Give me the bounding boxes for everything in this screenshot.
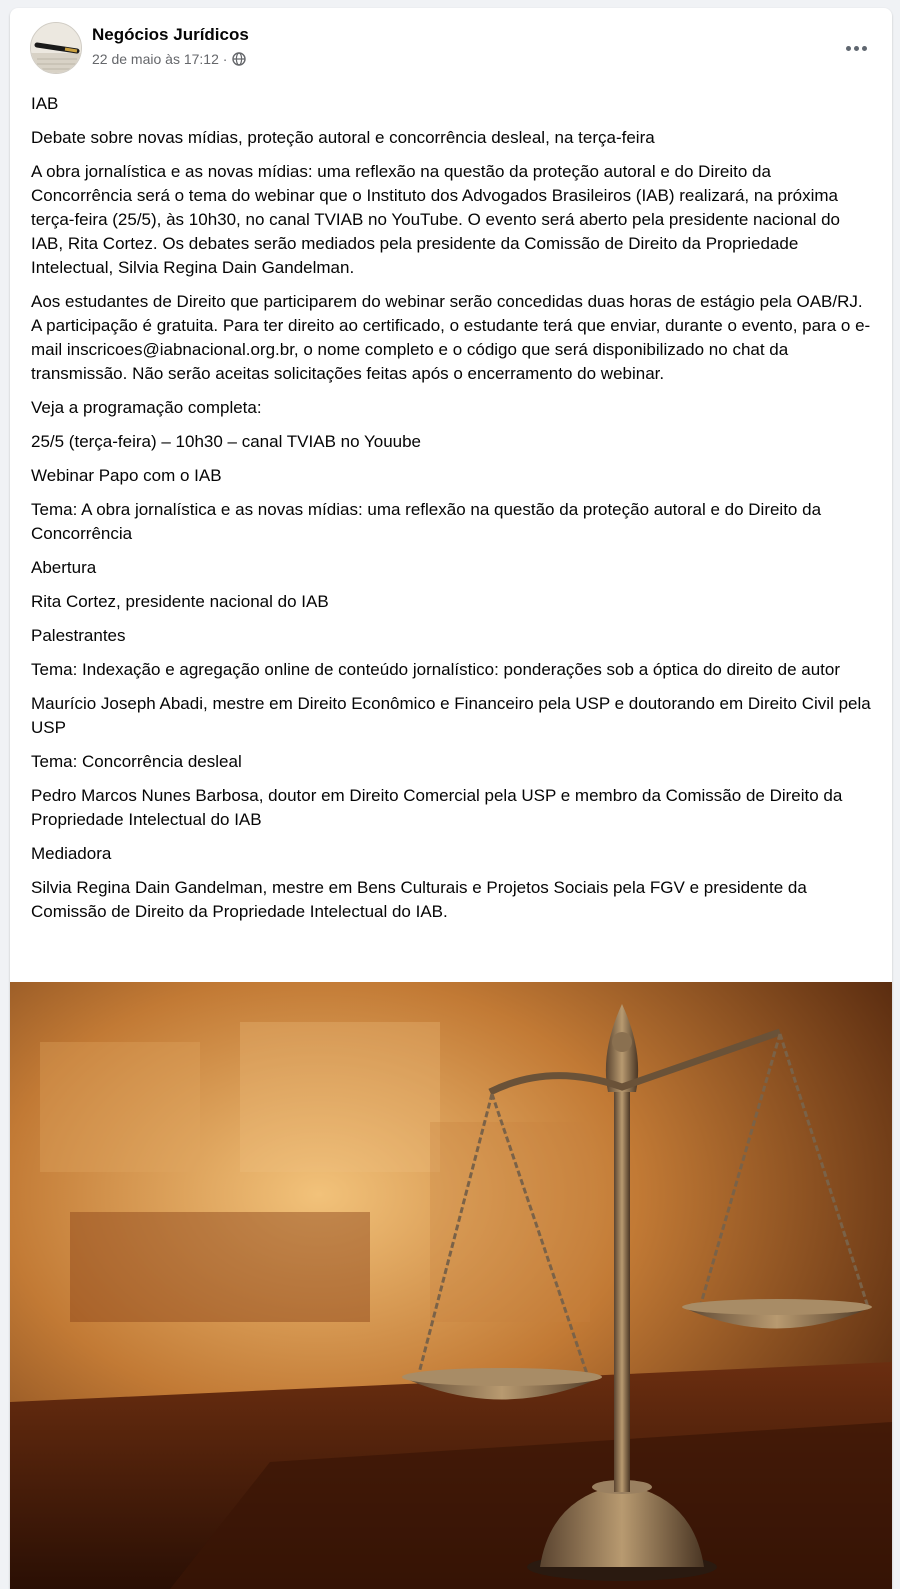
post-paragraph: Mediadora: [31, 844, 112, 863]
post-paragraph: IAB: [31, 94, 59, 113]
post-paragraph: Tema: Indexação e agregação online de conteúdo jornalístico: ponderações sob a óptica do direito de autor: [31, 660, 840, 679]
post-timestamp[interactable]: 22 de maio às 17:12 ·: [92, 51, 228, 67]
post-paragraph: Pedro Marcos Nunes Barbosa, doutor em Direito Comercial pela USP e membro da Comissão de Direito da Propriedade Intelectual do IAB: [31, 786, 843, 829]
post-body: [31, 92, 871, 934]
avatar-pen-image: [31, 23, 82, 74]
post-header: [10, 8, 892, 88]
post-photo[interactable]: [10, 982, 892, 1589]
post-paragraph: Rita Cortez, presidente nacional do IAB: [31, 592, 329, 611]
post-card: [10, 8, 892, 1589]
author-name[interactable]: Negócios Jurídicos: [92, 25, 249, 44]
post-paragraph: Maurício Joseph Abadi, mestre em Direito Econômico e Financeiro pela USP e doutorando em Direito Civil pela USP: [31, 694, 871, 737]
post-paragraph: Abertura: [31, 558, 97, 577]
post-paragraph: Webinar Papo com o IAB: [31, 466, 222, 485]
post-paragraph: Aos estudantes de Direito que participarem do webinar serão concedidas duas horas de estágio pela OAB/RJ. A participação é gratuita. Para ter direito ao certificado, o estudante terá que enviar, durante o evento, para o e-mail inscricoes@iabnacional.org.br, o nome completo e o código que será disponibilizado no chat da transmissão. Não serão aceitas solicitações feitas após o encerramento do webinar.: [31, 292, 871, 383]
post-paragraph: Palestrantes: [31, 626, 126, 645]
scales-of-justice-image: [10, 982, 892, 1589]
avatar[interactable]: [30, 22, 82, 74]
post-paragraph: Silvia Regina Dain Gandelman, mestre em Bens Culturais e Projetos Sociais pela FGV e presidente da Comissão de Direito da Propriedade Intelectual do IAB.: [31, 878, 807, 921]
post-paragraph: Debate sobre novas mídias, proteção autoral e concorrência desleal, na terça-feira: [31, 128, 655, 147]
post-paragraph: A obra jornalística e as novas mídias: uma reflexão na questão da proteção autoral e do Direito da Concorrência será o tema do webinar que o Instituto dos Advogados Brasileiros (IAB) realizará, na próxima terça-feira (25/5), às 10h30, no canal TVIAB no YouTube. O evento será aberto pela presidente nacional do IAB, Rita Cortez. Os debates serão mediados pela presidente da Comissão de Direito da Propriedade Intelectual, Silvia Regina Dain Gandelman.: [31, 162, 840, 277]
globe-icon: [232, 52, 246, 66]
post-paragraph: Tema: A obra jornalística e as novas mídias: uma reflexão na questão da proteção autoral e do Direito da Concorrência: [31, 500, 822, 543]
post-paragraph: Tema: Concorrência desleal: [31, 752, 242, 771]
post-paragraph: 25/5 (terça-feira) – 10h30 – canal TVIAB no Youube: [31, 432, 422, 451]
post-paragraph: Veja a programação completa:: [31, 398, 262, 417]
more-options-icon[interactable]: [838, 34, 874, 62]
post-meta: [92, 51, 246, 67]
